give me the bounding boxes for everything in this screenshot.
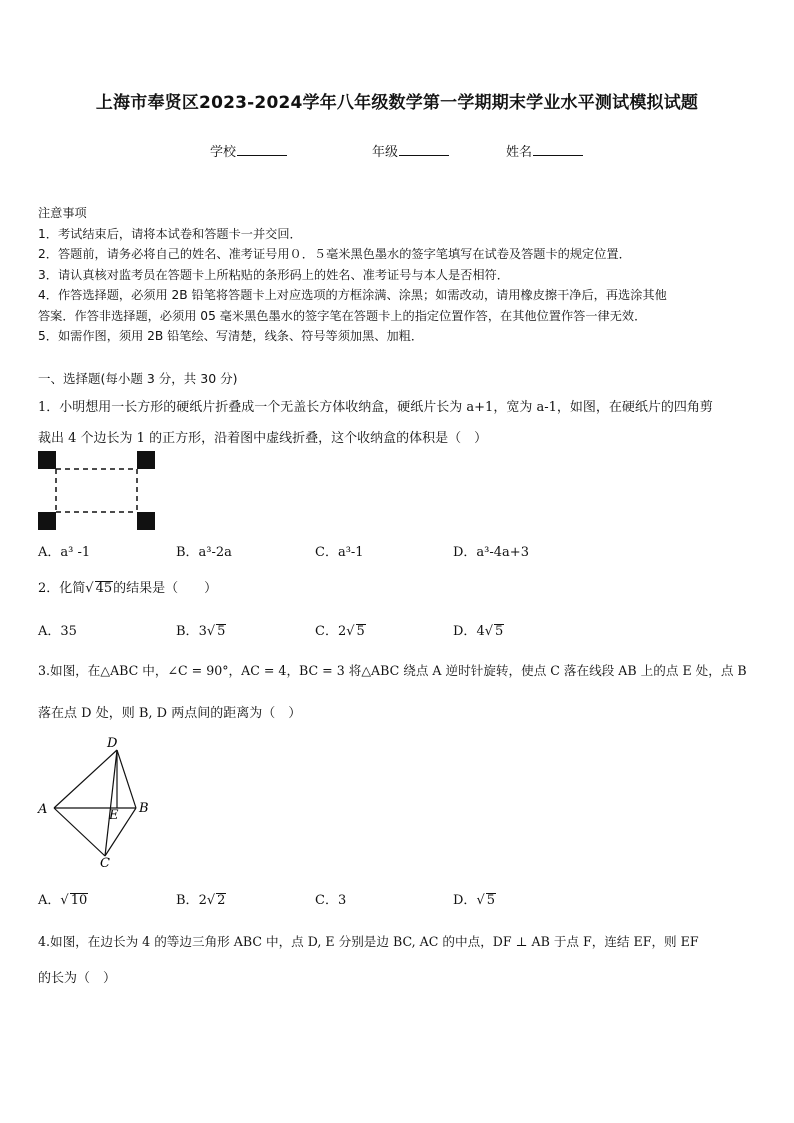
q2-prefix: 2．化简	[38, 581, 86, 596]
grade-label: 年级	[372, 145, 399, 160]
note-item: 答案．作答非选择题，必须用 05 毫米黑色墨水的签字笔在答题卡上的指定位置作答，在其他位置作答一律无效．	[38, 308, 647, 323]
q3-options	[0, 889, 794, 909]
q3-line1: 3.如图，在△ABC 中，∠C = 90°，AC = 4，BC = 3 将△ABC 绕点 A 逆时针旋转，使点 C 落在线段 AB 上的点 E 处，点 B	[38, 663, 747, 678]
q2-option-a[interactable]: A．35	[38, 624, 77, 639]
q2-option-b[interactable]: B．3√ 5	[176, 624, 226, 639]
q1-option-a[interactable]: A．a³ -1	[38, 545, 91, 560]
q4-line2: 的长为（ ）	[38, 971, 117, 986]
q1-option-b[interactable]: B．a³-2a	[176, 545, 232, 560]
section-heading: 一、选择题(每小题 3 分，共 30 分)	[38, 371, 238, 386]
notes-block	[38, 203, 667, 347]
name-label: 姓名	[506, 145, 533, 160]
notes-heading: 注意事项	[38, 206, 87, 220]
q3-line2: 落在点 D 处，则 B, D 两点间的距离为（ ）	[38, 706, 302, 721]
point-label-e: E	[109, 808, 119, 823]
q1-option-d[interactable]: D．a³-4a+3	[453, 545, 529, 560]
point-label-c: C	[100, 856, 110, 870]
grade-field[interactable]	[372, 141, 449, 160]
q3-option-c[interactable]: C．3	[315, 893, 347, 908]
name-field[interactable]	[506, 141, 583, 160]
note-item: 4．作答选择题，必须用 2B 铅笔将答题卡上对应选项的方框涂满、涂黑；如需改动，请用橡皮擦干净后，再选涂其他	[38, 288, 667, 302]
corner-square	[137, 451, 155, 469]
q4-line1: 4.如图，在边长为 4 的等边三角形 ABC 中，点 D, E 分别是边 BC, AC 的中点，DF ⊥ AB 于点 F，连结 EF，则 EF	[38, 934, 699, 949]
corner-square	[38, 512, 56, 530]
q3-figure	[34, 734, 164, 870]
point-label-a: A	[38, 802, 48, 817]
point-label-b: B	[139, 801, 149, 816]
school-label: 学校	[210, 145, 237, 160]
q3-option-a[interactable]: A．√ 10	[38, 893, 88, 908]
corner-square	[137, 512, 155, 530]
q1-options	[0, 541, 794, 559]
q1-figure	[36, 449, 160, 534]
q2-stem: 2．化简√ 45的结果是（ ）	[38, 581, 218, 596]
corner-square	[38, 451, 56, 469]
q3-option-b[interactable]: B．2√ 2	[176, 893, 226, 908]
q2-options	[0, 620, 794, 640]
q1-line1: 1．小明想用一长方形的硬纸片折叠成一个无盖长方体收纳盒，硬纸片长为 a+1，宽为 a-1，如图，在硬纸片的四角剪	[38, 400, 713, 415]
q2-option-d[interactable]: D．4√ 5	[453, 624, 504, 639]
point-label-d: D	[107, 736, 118, 751]
q3-option-d[interactable]: D．√ 5	[453, 893, 496, 908]
page-title: 上海市奉贤区2023-2024学年八年级数学第一学期期末学业水平测试模拟试题	[95, 93, 699, 113]
q1-option-c[interactable]: C．a³-1	[315, 545, 364, 560]
note-item: 3．请认真核对监考员在答题卡上所粘贴的条形码上的姓名、准考证号与本人是否相符．	[38, 267, 509, 282]
q2-option-c[interactable]: C．2√ 5	[315, 624, 365, 639]
q2-radicand: 45	[95, 581, 113, 596]
q2-suffix: 的结果是（ ）	[113, 581, 218, 596]
note-item: 2．答题前，请务必将自己的姓名、准考证号用０．５毫米黑色墨水的签字笔填写在试卷及答题卡的规定位置．	[38, 247, 631, 261]
q1-line2: 裁出 4 个边长为 1 的正方形，沿着图中虚线折叠，这个收纳盒的体积是（ ）	[38, 431, 488, 446]
school-field[interactable]	[210, 141, 287, 160]
note-item: 1．考试结束后，请将本试卷和答题卡一并交回．	[38, 226, 302, 241]
note-item: 5．如需作图，须用 2B 铅笔绘、写清楚，线条、符号等须加黑、加粗．	[38, 329, 424, 343]
